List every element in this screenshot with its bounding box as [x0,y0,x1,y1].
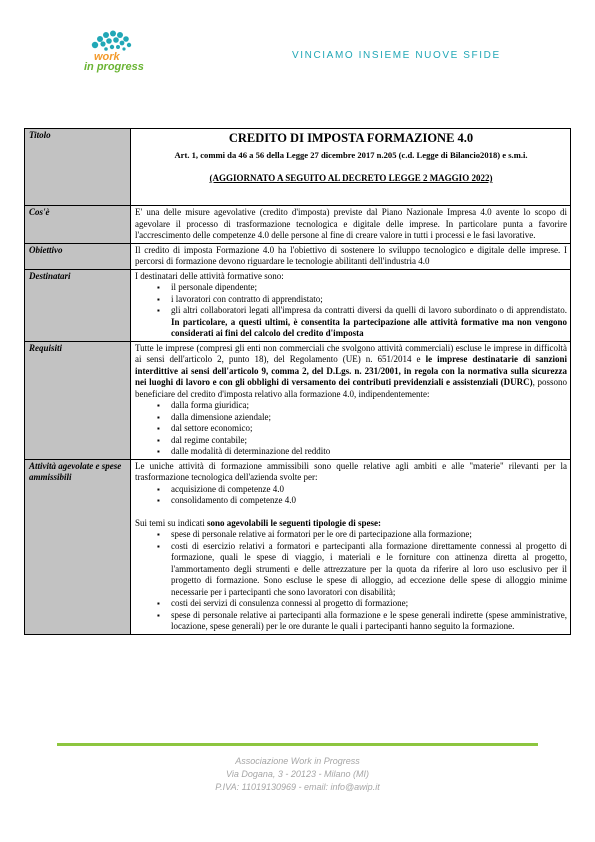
footer-line1: Associazione Work in Progress [235,756,360,766]
list-item [171,305,567,340]
row-titolo [25,129,571,206]
list-item: ▪ costi di esercizio relativi a formatori e partecipanti alla formazione direttamente connessi al progetto di formazione, quali le spese di viaggio, i materiali e le forniture con attinenza diretta al progetto, l'ammortamento degli strumenti e delle attrezzature per la quota da riferire al loro uso esclusivo per il progetto di formazione. Sono escluse le spese di alloggio, ad eccezione delle spese di alloggio minime necessarie per i partecipanti che sono lavoratori con disabilità; [171,541,567,599]
attivita-list-2 [135,529,567,633]
row-attivita [25,459,571,634]
list-item: ▪ i lavoratori con contratto di apprendistato; [171,294,567,306]
requisiti-bold: le imprese destinatarie di sanzioni interdittive ai sensi dell'articolo 9, comma 2, del D.Lgs. n. 231/2001, in regola con la normativa sulla sicurezza nei luoghi di lavoro e con gli obblighi di versamento dei contributi previdenziali e assistenziali (DURC) [135,354,567,387]
footer [0,755,595,794]
update-note: (AGGIORNATO A SEGUITO AL DECRETO LEGGE 2 MAGGIO 2022) [209,173,493,183]
row-obiettivo [25,243,571,269]
company-logo [80,30,160,78]
label-attivita: Attività agevolate e spese ammissibili [25,459,131,634]
list-item: ▪ spese di personale relative ai partecipanti alla formazione e le spese generali indirette (spese amministrative, locazione, spese generali) per le ore durante le quali i partecipanti hanno seguito la formazione. [171,610,567,633]
attivita-intro2-text: Sui temi su indicati [135,517,207,528]
requisiti-list [135,400,567,458]
cell-cose [131,206,571,244]
attivita-list-1 [135,484,567,507]
cell-attivita [131,459,571,634]
attivita-intro: Le uniche attività di formazione ammissibili sono quelle relative agli ambiti e alle "materie" rilevanti per la trasformazione tecnologica dell'azienda svolte per: [135,460,567,482]
row-destinatari [25,269,571,341]
label-titolo: Titolo [25,129,131,206]
logo-text [84,52,144,72]
document-subtitle: Art. 1, commi da 46 a 56 della Legge 27 dicembre 2017 n.205 (c.d. Legge di Bilancio2018) e s.m.i. [174,150,528,160]
list-item: ▪ dalla forma giuridica; [171,400,567,412]
requisiti-text2: , possono beneficiare del credito d'imposta relativo alla formazione 4.0, indipendentemente: [135,377,567,399]
spacer [135,507,567,518]
logo-line1: work [94,51,120,63]
list-item: ▪ acquisizione di competenze 4.0 [171,484,567,496]
requisiti-text [135,343,567,401]
document-title: CREDITO DI IMPOSTA FORMAZIONE 4.0 [228,131,474,145]
label-obiettivo: Obiettivo [25,243,131,269]
footer-line2: Via Dogana, 3 - 20123 - Milano (MI) [226,769,369,779]
list-item: ▪ consolidamento di competenze 4.0 [171,495,567,507]
list-item: ▪ dalle modalità di determinazione del reddito [171,446,567,458]
attivita-intro2 [135,518,567,530]
destinatari-list [135,282,567,340]
list-item-text: gli altri collaboratori legati all'impresa da contratti diversi da quelli di lavoro subordinato o di apprendistato. [171,305,567,315]
label-requisiti: Requisiti [25,341,131,459]
logo-line2: in progress [84,61,144,73]
info-table [24,128,571,635]
footer-line3: P.IVA: 11019130969 - email: info@awip.it [215,782,380,792]
requisiti-text1: Tutte le imprese (compresi gli enti non commerciali che svolgono attività commerciali) escluse le imprese in difficoltà ai sensi dell'articolo 2, punto 18), del Regolamento (UE) n. 651/2014 e [135,342,567,364]
label-cose: Cos'è [25,206,131,244]
cose-text: E' una delle misure agevolative (credito d'imposta) previste dal Piano Nazionale Impresa 4.0 avente lo scopo di agevolare il processo di trasformazione tecnologica e digitale delle imprese. In particolare punta a favorire l'accrescimento delle competenze 4.0 delle persone al fine di creare valore in tutti i processi e le fasi lavorative. [135,207,567,240]
list-item: ▪ il personale dipendente; [171,282,567,294]
row-cose [25,206,571,244]
destinatari-bold-note: In particolare, a questi ultimi, è consentita la partecipazione alle attività formative ma non vengono considerati ai fini del calcolo del credito d'imposta [171,316,567,338]
list-item: ▪ dal settore economico; [171,423,567,435]
obiettivo-text: Il credito di imposta Formazione 4.0 ha l'obiettivo di sostenere lo sviluppo tecnologico e digitale delle imprese. I percorsi di formazione devono riguardare le tecnologie abilitanti dell'industria 4.0 [135,244,567,266]
attivita-intro2-bold: sono agevolabili le seguenti tipologie di spese: [207,517,382,528]
list-item: ▪ costi dei servizi di consulenza connessi al progetto di formazione; [171,598,567,610]
cell-titolo [131,129,571,206]
row-requisiti [25,341,571,459]
list-item: ▪ dalla dimensione aziendale; [171,412,567,424]
destinatari-intro: I destinatari delle attività formative sono: [135,270,284,281]
tagline: VINCIAMO INSIEME NUOVE SFIDE [292,50,501,61]
footer-divider [57,743,538,746]
list-item: ▪ spese di personale relative ai formatori per le ore di partecipazione alla formazione; [171,529,567,541]
cell-destinatari [131,269,571,341]
cell-obiettivo [131,243,571,269]
cell-requisiti [131,341,571,459]
label-destinatari: Destinatari [25,269,131,341]
list-item: ▪ dal regime contabile; [171,435,567,447]
